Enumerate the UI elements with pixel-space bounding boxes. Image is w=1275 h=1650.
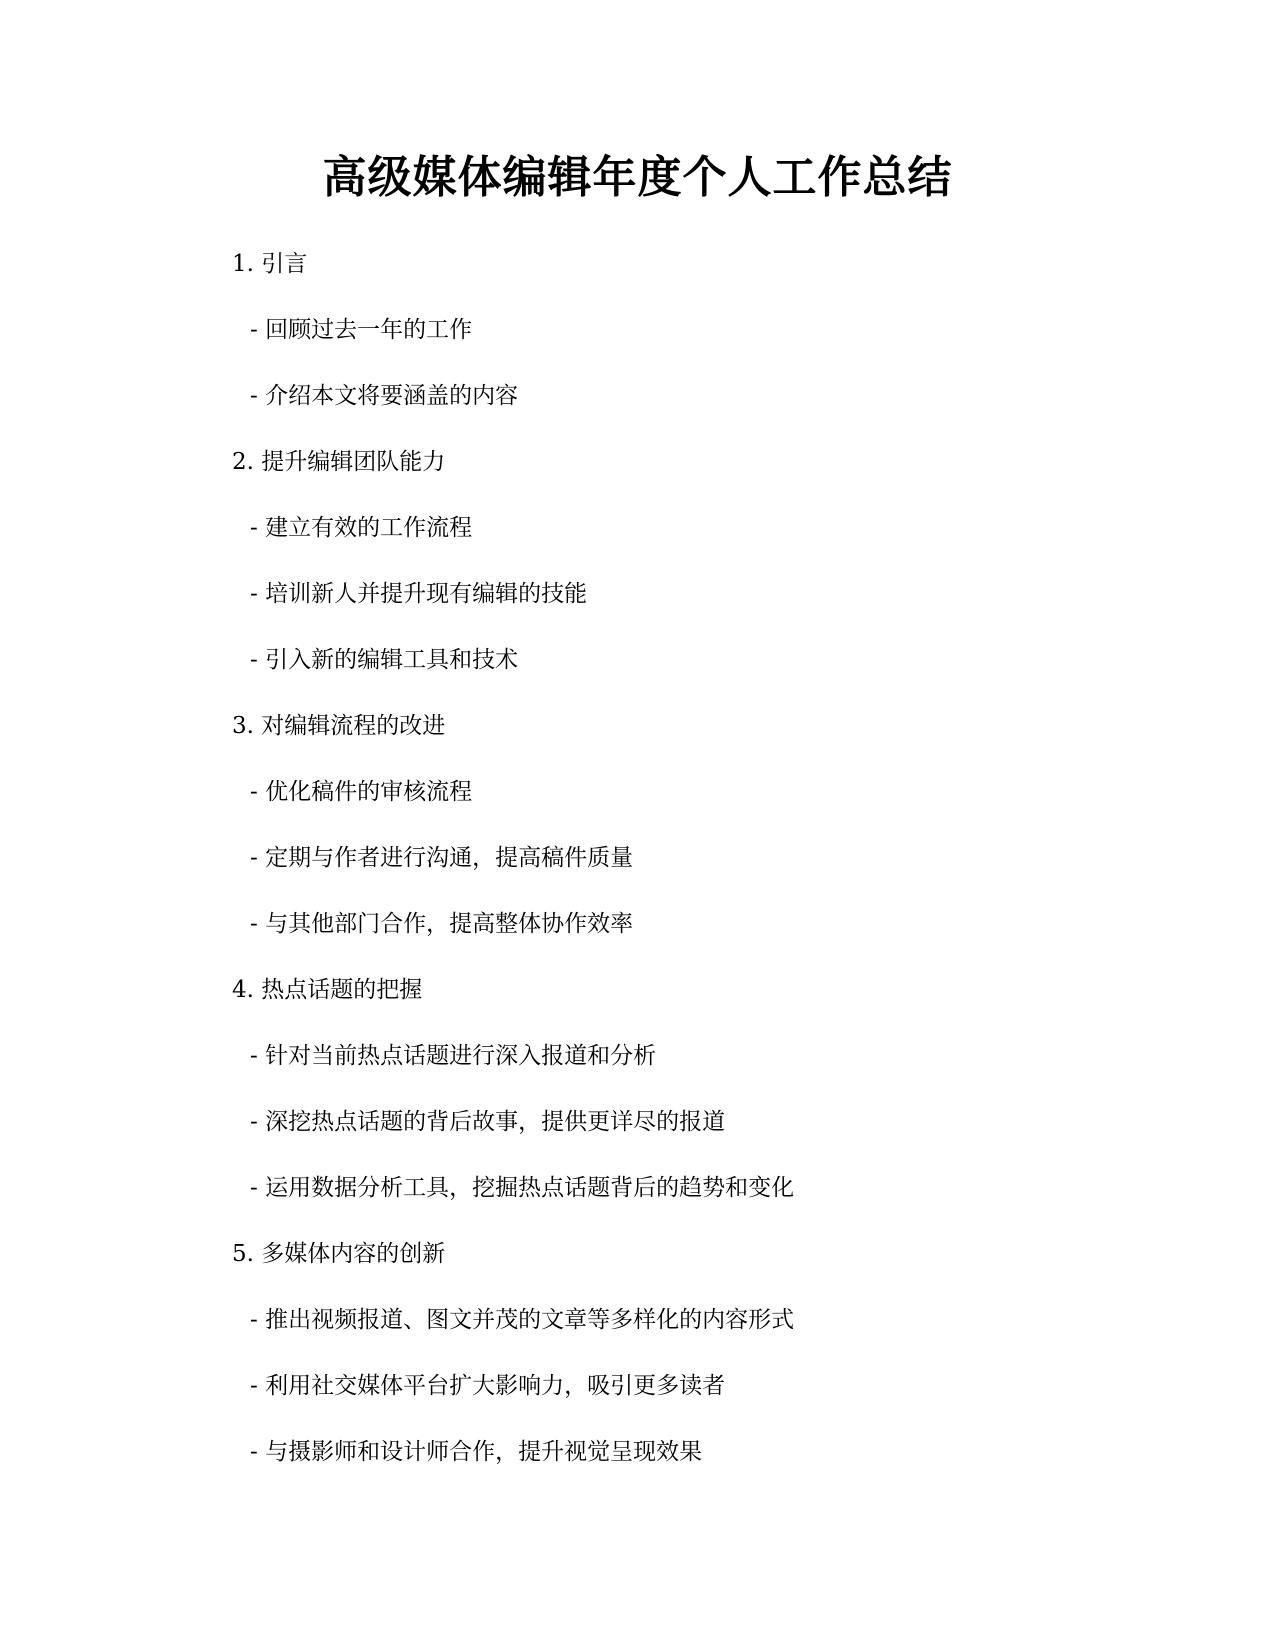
bullet-item: - 优化稿件的审核流程	[250, 779, 473, 805]
bullet-item: - 与其他部门合作，提高整体协作效率	[250, 911, 634, 937]
bullet-item: - 与摄影师和设计师合作，提升视觉呈现效果	[250, 1439, 703, 1465]
section-heading: 5. 多媒体内容的创新	[232, 1241, 446, 1267]
bullet-item: - 定期与作者进行沟通，提高稿件质量	[250, 845, 634, 871]
bullet-item: - 回顾过去一年的工作	[250, 317, 473, 343]
section-heading: 2. 提升编辑团队能力	[232, 449, 446, 475]
bullet-item: - 针对当前热点话题进行深入报道和分析	[250, 1043, 657, 1069]
bullet-item: - 深挖热点话题的背后故事，提供更详尽的报道	[250, 1109, 726, 1135]
bullet-item: - 运用数据分析工具，挖掘热点话题背后的趋势和变化	[250, 1175, 795, 1201]
bullet-item: - 培训新人并提升现有编辑的技能	[250, 581, 588, 607]
bullet-item: - 推出视频报道、图文并茂的文章等多样化的内容形式	[250, 1307, 795, 1333]
bullet-item: - 介绍本文将要涵盖的内容	[250, 383, 519, 409]
bullet-item: - 引入新的编辑工具和技术	[250, 647, 519, 673]
bullet-item: - 利用社交媒体平台扩大影响力，吸引更多读者	[250, 1373, 726, 1399]
page-title: 高级媒体编辑年度个人工作总结	[322, 152, 953, 203]
section-heading: 3. 对编辑流程的改进	[232, 713, 446, 739]
section-heading: 1. 引言	[232, 251, 308, 277]
bullet-item: - 建立有效的工作流程	[250, 515, 473, 541]
section-heading: 4. 热点话题的把握	[232, 977, 423, 1003]
